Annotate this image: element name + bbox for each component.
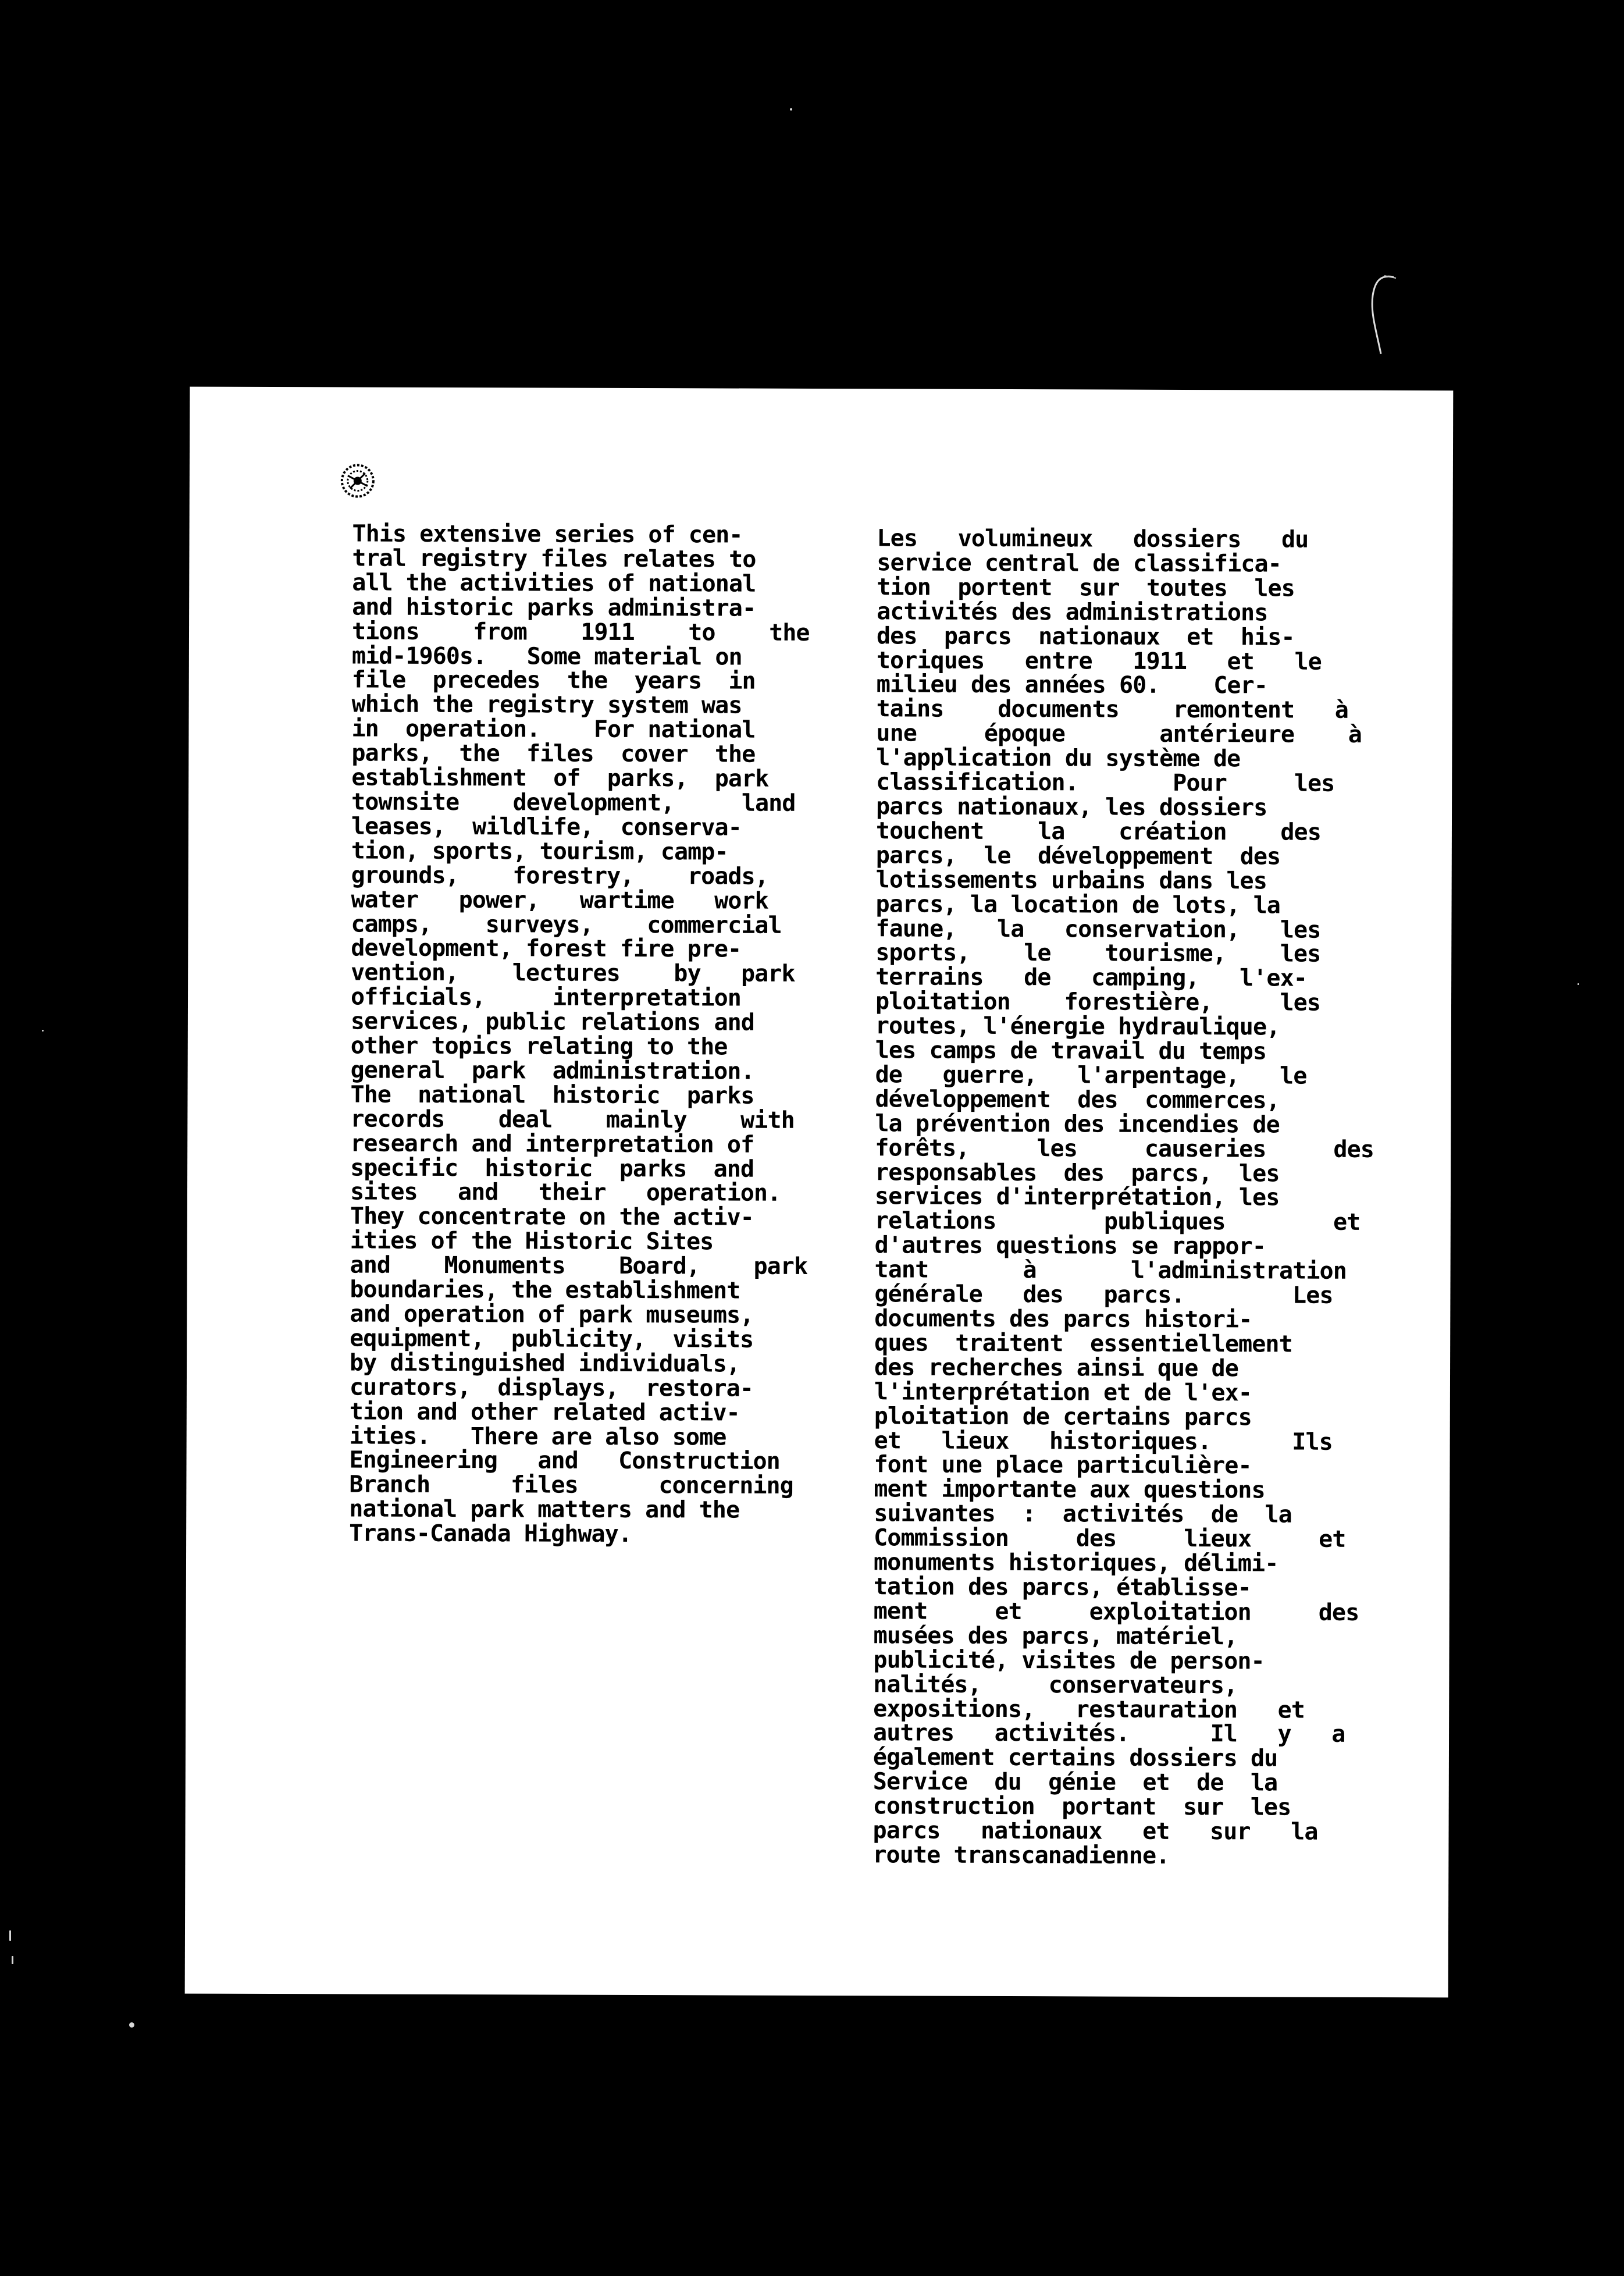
french-line: routes, l'énergie hydraulique, (875, 1012, 1280, 1041)
french-line: tion portent sur toutes les (877, 574, 1295, 602)
french-line: tains documents remontent à (876, 695, 1349, 724)
french-line: parcs, le développement des (875, 842, 1281, 870)
english-line: boundaries, the establishment (350, 1276, 740, 1304)
scan-debris-mark (1363, 272, 1398, 365)
english-line: parks, the files cover the (351, 739, 756, 768)
french-line: construction portant sur les (872, 1793, 1291, 1821)
french-line: sports, le tourisme, les (875, 939, 1321, 968)
english-line: ities of the Historic Sites (350, 1227, 714, 1256)
english-line: tions from 1911 to the (351, 618, 810, 646)
archival-stamp-icon (340, 463, 376, 499)
english-line: tion and other related activ- (349, 1398, 740, 1427)
french-line: suivantes : activités de la (874, 1500, 1292, 1528)
french-line: l'application du système de (876, 744, 1241, 773)
english-line: file precedes the years in (351, 666, 756, 695)
french-line: nalités, conservateurs, (873, 1670, 1238, 1699)
french-line: touchent la création des (875, 817, 1322, 846)
french-line: ques traitent essentiellement (874, 1329, 1292, 1358)
english-line: sites and their operation. (350, 1178, 781, 1207)
french-line: parcs nationaux, les dossiers (876, 793, 1267, 822)
french-line: développement des commerces, (875, 1086, 1280, 1114)
french-line: milieu des années 60. Cer- (876, 671, 1268, 699)
english-line: development, forest fire pre- (351, 934, 742, 963)
english-line: tion, sports, tourism, camp- (351, 837, 728, 866)
french-line: activités des administrations (877, 598, 1268, 627)
french-text-column (872, 527, 1376, 1869)
english-line: general park administration. (350, 1057, 754, 1085)
scan-speck (790, 108, 792, 111)
english-line: water power, wartime work (351, 886, 768, 915)
french-line: tation des parcs, établisse- (873, 1573, 1252, 1602)
english-line: camps, surveys, commercial (351, 910, 782, 939)
french-line: Commission des lieux et (874, 1524, 1346, 1553)
english-line: by distinguished individuals, (350, 1349, 740, 1378)
english-line: and operation of park museums, (350, 1300, 754, 1329)
scan-speck (9, 1930, 11, 1941)
french-line: des recherches ainsi que de (874, 1354, 1239, 1382)
french-line: monuments historiques, délimi- (873, 1549, 1278, 1577)
scan-speck (129, 2022, 134, 2028)
french-line: faune, la conservation, les (875, 915, 1321, 944)
english-line: vention, lectures by park (351, 959, 795, 988)
french-line: responsables des parcs, les (875, 1158, 1280, 1187)
french-line: générale des parcs. Les (874, 1281, 1333, 1309)
english-line: Trans-Canada Highway. (349, 1520, 632, 1548)
french-line: services d'interprétation, les (874, 1183, 1280, 1211)
english-line: mid-1960s. Some material on (351, 642, 742, 671)
french-line: Les volumineux dossiers du (877, 525, 1309, 553)
french-line: et lieux historiques. Ils (874, 1427, 1333, 1456)
french-line: route transcanadienne. (872, 1841, 1170, 1869)
english-text-column (349, 522, 810, 1548)
english-line: specific historic parks and (350, 1154, 754, 1183)
english-line: Branch files concerning (349, 1471, 793, 1500)
scan-speck (42, 1030, 44, 1032)
english-line: townsite development, land (351, 788, 796, 817)
french-line: font une place particulière- (874, 1451, 1252, 1480)
english-line: and Monuments Board, park (350, 1251, 808, 1281)
french-line: d'autres questions se rappor- (874, 1232, 1266, 1260)
french-line: publicité, visites de person- (873, 1646, 1265, 1675)
french-line: Service du génie et de la (872, 1768, 1278, 1797)
scan-speck (1577, 983, 1579, 985)
french-line: toriques entre 1911 et le (876, 646, 1322, 675)
french-line: l'interprétation et de l'ex- (874, 1378, 1252, 1407)
english-line: research and interpretation of (350, 1130, 754, 1158)
english-line: grounds, forestry, roads, (351, 862, 768, 890)
french-line: ment importante aux questions (874, 1475, 1265, 1504)
english-line: tral registry files relates to (352, 545, 756, 573)
french-line: service central de classifica- (877, 549, 1281, 578)
french-line: forêts, les causeries des (875, 1134, 1374, 1163)
english-line: ities. There are also some (349, 1422, 726, 1451)
english-line: services, public relations and (350, 1008, 754, 1036)
english-line: curators, displays, restora- (349, 1374, 753, 1402)
english-line: and historic parks administra- (352, 593, 756, 622)
french-line: autres activités. Il y a (873, 1719, 1345, 1748)
english-line: This extensive series of cen- (352, 520, 743, 549)
english-line: establishment of parks, park (351, 764, 769, 792)
french-line: des parcs nationaux et his- (876, 622, 1295, 651)
french-line: musées des parcs, matériel, (873, 1622, 1238, 1651)
french-line: classification. Pour les (876, 769, 1335, 797)
english-line: They concentrate on the activ- (350, 1203, 754, 1232)
french-line: une époque antérieure à (876, 720, 1362, 749)
french-line: expositions, restauration et (873, 1695, 1305, 1724)
french-line: relations publiques et (874, 1207, 1361, 1236)
french-line: également certains dossiers du (872, 1744, 1278, 1772)
english-line: equipment, publicity, visits (350, 1325, 754, 1353)
french-line: parcs nationaux et sur la (872, 1817, 1318, 1845)
english-line: leases, wildlife, conserva- (351, 813, 742, 841)
french-line: lotissements urbains dans les (875, 866, 1267, 895)
english-line: in operation. For national (351, 715, 756, 744)
english-line: records deal mainly with (350, 1105, 795, 1134)
french-line: parcs, la location de lots, la (875, 890, 1281, 919)
english-line: other topics relating to the (350, 1032, 728, 1061)
french-line: ploitation de certains parcs (874, 1402, 1252, 1431)
french-line: terrains de camping, l'ex- (875, 963, 1308, 992)
french-line: ploitation forestière, les (875, 988, 1321, 1016)
english-line: which the registry system was (351, 691, 742, 719)
french-line: tant à l'administration (874, 1256, 1347, 1285)
french-line: les camps de travail du temps (875, 1037, 1267, 1065)
english-line: The national historic parks (350, 1081, 754, 1109)
document-page (185, 387, 1454, 1998)
french-line: la prévention des incendies de (875, 1110, 1280, 1139)
scan-speck (12, 1956, 13, 1964)
english-line: national park matters and the (349, 1495, 740, 1524)
french-line: ment et exploitation des (873, 1598, 1359, 1626)
english-line: officials, interpretation (350, 983, 741, 1012)
english-line: all the activities of national (352, 569, 756, 598)
french-line: de guerre, l'arpentage, le (875, 1061, 1307, 1090)
french-line: documents des parcs histori- (874, 1305, 1252, 1333)
english-line: Engineering and Construction (349, 1446, 780, 1475)
